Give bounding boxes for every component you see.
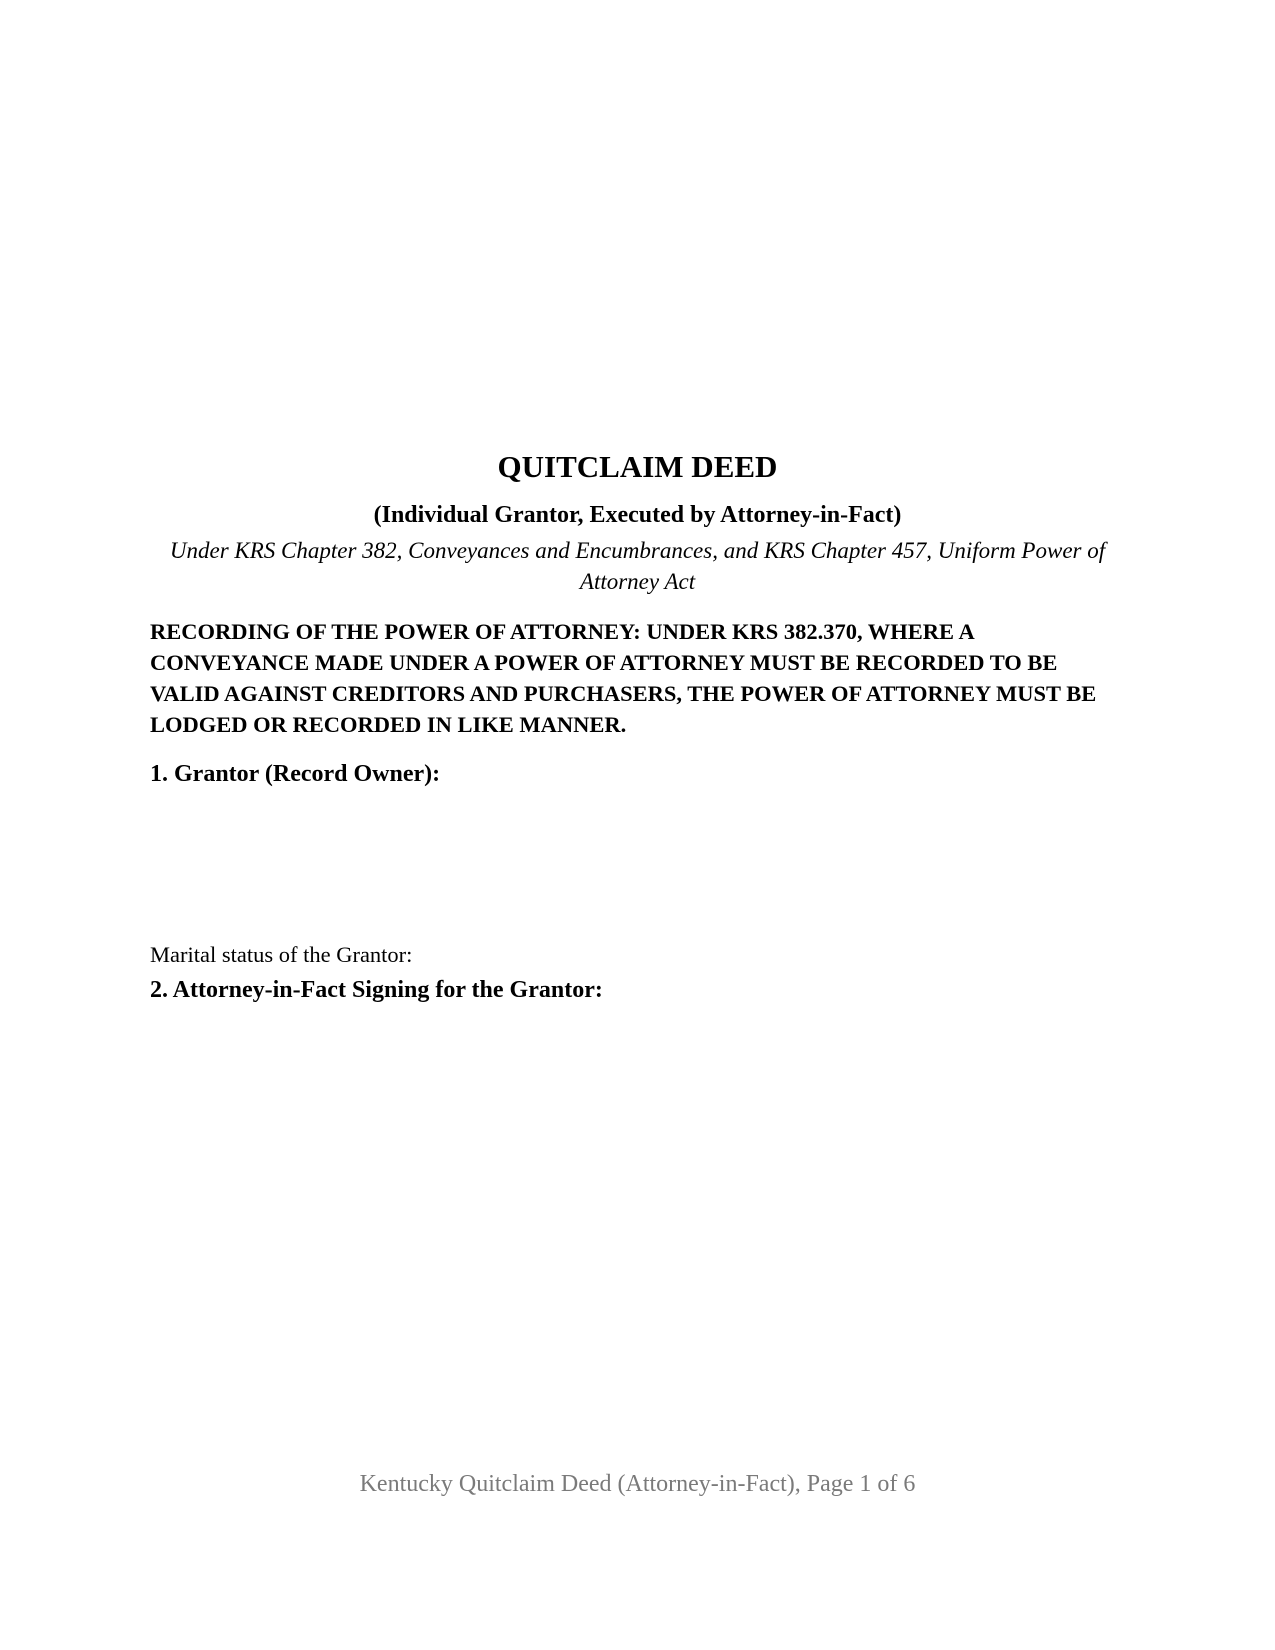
section-1-heading: 1. Grantor (Record Owner):	[150, 761, 441, 787]
page-footer: Kentucky Quitclaim Deed (Attorney-in-Fact), Page 1 of 6	[359, 1471, 916, 1497]
document-title: QUITCLAIM DEED	[497, 449, 778, 484]
document-subtitle: (Individual Grantor, Executed by Attorney-in-Fact)	[373, 502, 902, 528]
recording-notice: RECORDING OF THE POWER OF ATTORNEY: UNDER KRS 382.370, WHERE A CONVEYANCE MADE UNDER A POWER OF ATTORNEY MUST BE RECORDED TO BE VALID AGAINST CREDITORS AND PURCHASERS, THE POWER OF ATTORNEY MUST BE LODGED OR RECORDED IN LIKE MANNER.	[150, 619, 1097, 737]
section-2-heading: 2. Attorney-in-Fact Signing for the Grantor:	[150, 977, 603, 1003]
marital-status-label: Marital status of the Grantor:	[150, 942, 413, 967]
statute-reference: Under KRS Chapter 382, Conveyances and Encumbrances, and KRS Chapter 457, Uniform Power of Attorney Act	[169, 538, 1106, 594]
